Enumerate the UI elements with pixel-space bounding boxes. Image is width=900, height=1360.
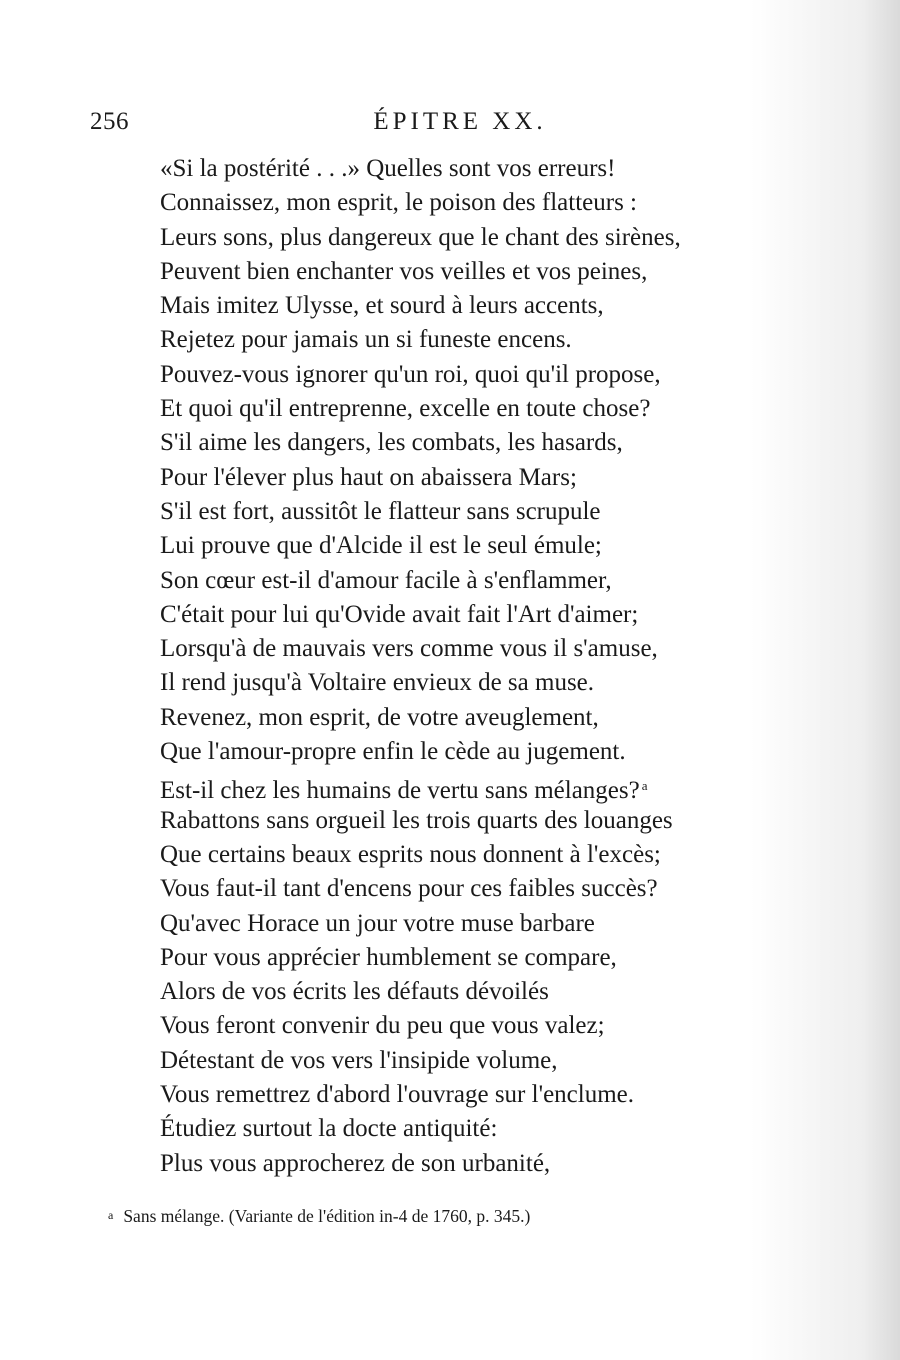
verse-line: Et quoi qu'il entreprenne, excelle en toute chose?: [160, 395, 651, 423]
verse-line: Vous faut-il tant d'encens pour ces faibles succès?: [160, 875, 658, 903]
verse-line: Vous remettrez d'abord l'ouvrage sur l'enclume.: [160, 1081, 635, 1109]
page-number: 256: [90, 108, 129, 135]
verse-line: Étudiez surtout la docte antiquité:: [160, 1115, 498, 1143]
verse-line: Lui prouve que d'Alcide il est le seul émule;: [160, 532, 602, 560]
verse-line: Peuvent bien enchanter vos veilles et vos peines,: [160, 257, 648, 285]
verse-line: Pour vous apprécier humblement se compare,: [160, 943, 617, 971]
verse-line: S'il aime les dangers, les combats, les hasards,: [160, 429, 623, 457]
verse-line: Pour l'élever plus haut on abaissera Mars;: [160, 463, 577, 491]
verse-line: Lorsqu'à de mauvais vers comme vous il s'amuse,: [160, 635, 658, 663]
verse-line: Revenez, mon esprit, de votre aveuglement,: [160, 703, 599, 731]
verse-line: Leurs sons, plus dangereux que le chant des sirènes,: [160, 223, 681, 251]
verse-line: Que certains beaux esprits nous donnent à l'excès;: [160, 840, 661, 868]
poem-text: [160, 152, 880, 1181]
verse-line: «Si la postérité . . .» Quelles sont vos erreurs!: [160, 155, 616, 182]
footnote-marker: a: [108, 1208, 114, 1222]
verse-line: Que l'amour-propre enfin le cède au jugement.: [160, 738, 626, 766]
verse-line: Plus vous approcherez de son urbanité,: [160, 1149, 551, 1177]
verse-line: Détestant de vos vers l'insipide volume,: [160, 1046, 558, 1074]
running-title: ÉPITRE XX.: [373, 108, 547, 135]
verse-line: Son cœur est-il d'amour facile à s'enflammer,: [160, 566, 612, 594]
verse-line: C'était pour lui qu'Ovide avait fait l'Art d'aimer;: [160, 600, 639, 628]
verse-line: Pouvez-vous ignorer qu'un roi, quoi qu'il propose,: [160, 360, 661, 388]
verse-line-with-footnote-ref: [160, 769, 880, 803]
verse-line: Mais imitez Ulysse, et sourd à leurs accents,: [160, 292, 604, 320]
verse-line: Qu'avec Horace un jour votre muse barbare: [160, 909, 595, 937]
verse-line: Connaissez, mon esprit, le poison des flatteurs :: [160, 189, 638, 217]
verse-line: Alors de vos écrits les défauts dévoilés: [160, 978, 549, 1006]
footnote-reference: a: [641, 778, 648, 794]
footnote-text: Sans mélange. (Variante de l'édition in-4 de 1760, p. 345.): [123, 1206, 531, 1226]
verse-line: Rejetez pour jamais un si funeste encens.: [160, 326, 572, 354]
footnote: [108, 1206, 530, 1227]
verse-line: S'il est fort, aussitôt le flatteur sans scrupule: [160, 497, 601, 525]
verse-line-text: Est-il chez les humains de vertu sans mélanges?: [160, 777, 640, 805]
verse-line: Il rend jusqu'à Voltaire envieux de sa muse.: [160, 669, 595, 697]
verse-line: Vous feront convenir du peu que vous valez;: [160, 1012, 605, 1040]
verse-line: Rabattons sans orgueil les trois quarts des louanges: [160, 806, 673, 834]
